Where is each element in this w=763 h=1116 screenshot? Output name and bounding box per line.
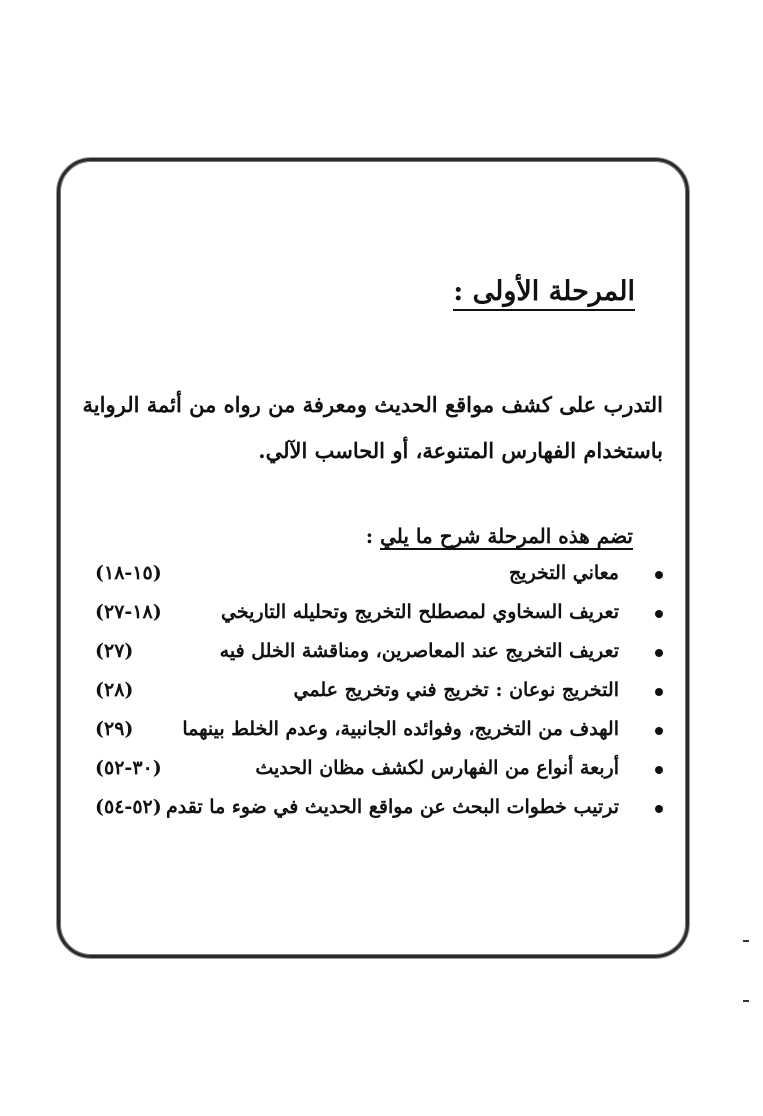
list-item: [95, 640, 663, 679]
list-item-pages: (٢٩): [95, 718, 134, 740]
list-item-pages: (٣٠-٥٢): [95, 757, 162, 779]
scan-speck: [743, 940, 749, 942]
list-item-text: أربعة أنواع من الفهارس لكشف مظان الحديث: [255, 757, 619, 779]
intro-paragraph: [82, 382, 663, 474]
list-item-text: تعريف السخاوي لمصطلح التخريج وتحليله التاريخي: [221, 601, 619, 623]
bullet-icon: [655, 727, 663, 735]
bullet-icon: [655, 805, 663, 813]
list-item: [95, 601, 663, 640]
list-item-text: معاني التخريج: [509, 562, 619, 584]
bullet-icon: [655, 766, 663, 774]
list-item-text: الهدف من التخريج، وفوائده الجانبية، وعدم الخلط بينهما: [182, 718, 619, 740]
list-item-pages: (٢٨): [95, 679, 134, 701]
bullet-icon: [655, 610, 663, 618]
list-item: [95, 796, 663, 835]
list-item-pages: (١٨-٢٧): [95, 601, 162, 623]
bullet-icon: [655, 688, 663, 696]
list-item-pages: (١٥-١٨): [95, 562, 162, 584]
list-item-text: التخريج نوعان : تخريج فني وتخريج علمي: [293, 679, 619, 701]
bullet-icon: [655, 649, 663, 657]
intro-line-2: باستخدام الفهارس المتنوعة، أو الحاسب الآلي.: [258, 438, 663, 463]
list-item-text: ترتيب خطوات البحث عن مواقع الحديث في ضوء ما تقدم: [166, 796, 619, 818]
list-item: [95, 757, 663, 796]
list-item: [95, 562, 663, 601]
list-title: [366, 524, 633, 548]
list-item-pages: (٥٢-٥٤): [95, 796, 162, 818]
list-item: [95, 718, 663, 757]
contents-list: [95, 562, 663, 835]
bullet-icon: [655, 571, 663, 579]
stage-heading: المرحلة الأولى :: [453, 276, 635, 311]
list-title-suffix: :: [365, 524, 381, 548]
list-title-label: تضم هذه المرحلة شرح ما يلي: [380, 524, 633, 548]
list-item-pages: (٢٧): [95, 640, 134, 662]
list-item-text: تعريف التخريج عند المعاصرين، ومناقشة الخلل فيه: [219, 640, 619, 662]
scan-speck: [743, 1000, 749, 1002]
list-item: [95, 679, 663, 718]
intro-line-1: التدرب على كشف مواقع الحديث ومعرفة من رواه من أئمة الرواية: [82, 392, 663, 417]
